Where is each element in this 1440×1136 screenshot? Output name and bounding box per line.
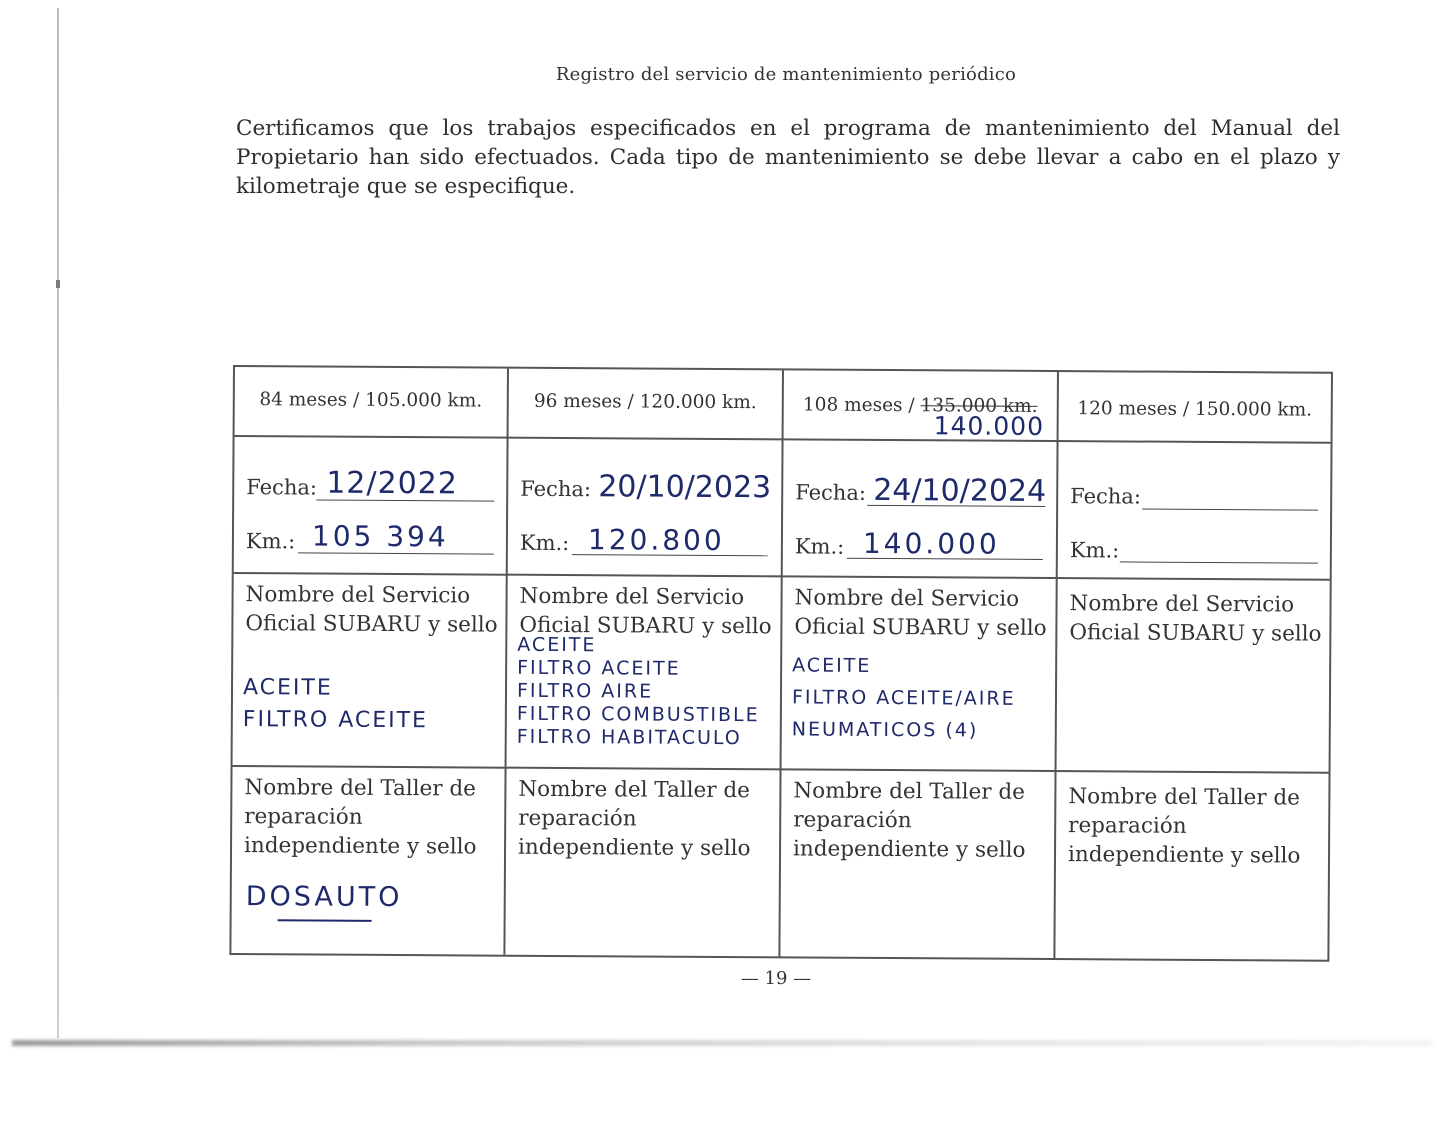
fecha-handwritten: 24/10/2024 <box>873 472 1047 509</box>
km-label: Km.: <box>519 530 570 556</box>
workshop-label: Nombre del Taller de reparación independiente y sello <box>243 775 477 860</box>
km-handwritten: 120.800 <box>587 523 725 558</box>
official-service-cell <box>782 577 1056 770</box>
independent-workshop-cell <box>231 767 504 957</box>
independent-workshop-cell <box>505 769 779 959</box>
service-note: FILTRO ACEITE/AIRE <box>791 686 1016 710</box>
interval-label: 120 meses / 150.000 km. <box>1077 398 1313 421</box>
interval-struck-km: 135.000 km. <box>920 395 1038 417</box>
column-header-84 <box>235 367 507 437</box>
fecha-label: Fecha: <box>1070 484 1142 509</box>
workshop-underline <box>278 919 372 922</box>
service-notes <box>792 649 1016 746</box>
interval-correction-handwritten: 140.000 <box>933 411 1045 441</box>
official-service-label: Nombre del Servicio Oficial SUBARU y sello <box>245 582 498 638</box>
official-service-cell <box>233 574 506 767</box>
fecha-handwritten: 20/10/2023 <box>598 469 772 506</box>
page-binding-edge <box>57 8 59 1038</box>
fecha-line <box>1142 509 1318 511</box>
official-service-cell <box>507 576 781 769</box>
service-notes <box>243 672 429 737</box>
interval-label: 84 meses / 105.000 km. <box>259 389 483 412</box>
running-title: Registro del servicio de mantenimiento periódico <box>555 64 1017 85</box>
service-notes <box>517 634 760 750</box>
maintenance-record-table <box>229 365 1333 962</box>
service-note: FILTRO COMBUSTIBLE <box>516 702 760 727</box>
service-note: FILTRO ACEITE <box>242 707 429 734</box>
binding-mark <box>56 280 60 288</box>
service-note: NEUMATICOS (4) <box>791 718 979 742</box>
interval-prefix: 108 meses / <box>802 394 921 417</box>
date-km-cell <box>508 439 782 576</box>
service-note: FILTRO AIRE <box>516 679 654 703</box>
fecha-handwritten: 12/2022 <box>326 465 459 502</box>
workshop-label: Nombre del Taller de reparación independiente y sello <box>792 778 1026 863</box>
date-km-cell <box>234 437 507 574</box>
column-header-108 <box>784 370 1057 440</box>
km-label: Km.: <box>245 529 296 554</box>
page-number: — 19 — <box>740 968 812 989</box>
km-label: Km.: <box>1069 538 1120 563</box>
km-handwritten: 105 394 <box>311 519 449 554</box>
independent-workshop-cell <box>1055 772 1328 962</box>
fecha-label: Fecha: <box>520 476 592 502</box>
workshop-stamp-handwritten: DOSAUTO <box>245 881 403 914</box>
fecha-label: Fecha: <box>246 475 318 500</box>
service-note: FILTRO HABITACULO <box>516 725 742 750</box>
service-note: ACEITE <box>242 675 333 701</box>
km-line <box>1120 561 1318 563</box>
workshop-label: Nombre del Taller de reparación independiente y sello <box>517 776 751 862</box>
date-km-cell <box>1058 442 1331 579</box>
date-km-cell <box>783 440 1057 577</box>
page-bottom-shadow <box>12 1040 1432 1046</box>
service-note: ACEITE <box>792 654 872 677</box>
km-handwritten: 140.000 <box>862 526 1000 561</box>
intro-paragraph: Certificamos que los trabajos especificados en el programa de mantenimiento del Manual del Propietario han sido efectuados. Cada tipo de mantenimiento se debe llevar a cabo en el plazo y kilometraje que se especifique. <box>236 116 1340 199</box>
column-header-96 <box>509 369 782 439</box>
interval-label: 96 meses / 120.000 km. <box>533 390 757 414</box>
km-label: Km.: <box>794 534 845 559</box>
official-service-label: Nombre del Servicio Oficial SUBARU y sello <box>519 583 772 640</box>
column-header-120 <box>1059 372 1331 442</box>
service-note: FILTRO ACEITE <box>517 656 681 680</box>
service-note: ACEITE <box>517 633 597 657</box>
fecha-label: Fecha: <box>795 480 867 505</box>
workshop-label: Nombre del Taller de reparación independiente y sello <box>1067 784 1301 869</box>
official-service-label: Nombre del Servicio Oficial SUBARU y sello <box>794 585 1047 641</box>
official-service-cell <box>1057 579 1330 772</box>
official-service-label: Nombre del Servicio Oficial SUBARU y sello <box>1069 591 1322 647</box>
independent-workshop-cell <box>780 770 1054 960</box>
